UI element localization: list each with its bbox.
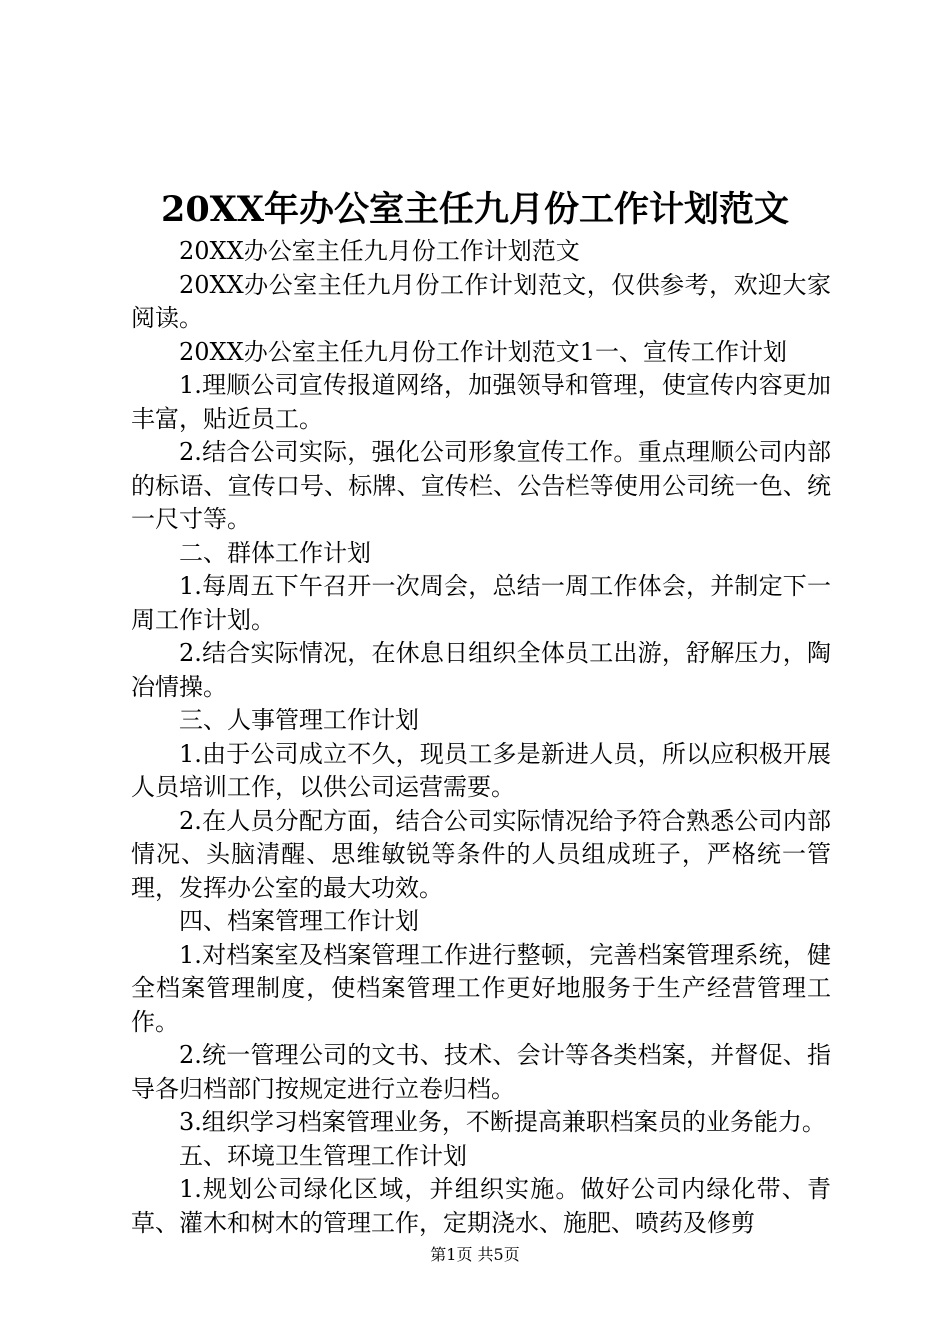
page-footer: 第1页 共5页 — [430, 1245, 520, 1264]
paragraph: 20XX办公室主任九月份工作计划范文1一、宣传工作计划 — [179, 337, 787, 366]
paragraph: 1.对档案室及档案管理工作进行整顿，完善档案管理系统，健全档案管理制度，使档案管理工作更好地服务于生产经营管理工作。 — [131, 940, 831, 1036]
paragraph: 1.理顺公司宣传报道网络，加强领导和管理，使宣传内容更加丰富，贴近员工。 — [131, 371, 831, 433]
paragraph: 1.由于公司成立不久，现员工多是新进人员，所以应积极开展人员培训工作，以供公司运营需要。 — [131, 739, 831, 801]
section-heading: 五、环境卫生管理工作计划 — [179, 1141, 467, 1170]
paragraph: 2.结合公司实际，强化公司形象宣传工作。重点理顺公司内部的标语、宣传口号、标牌、宣传栏、公告栏等使用公司统一色、统一尺寸等。 — [131, 438, 831, 533]
section-heading: 四、档案管理工作计划 — [179, 907, 419, 935]
paragraph: 2.结合实际情况，在休息日组织全体员工出游，舒解压力，陶冶情操。 — [131, 639, 831, 701]
paragraph: 1.规划公司绿化区域，并组织实施。做好公司内绿化带、青草、灌木和树木的管理工作，定期浇水、施肥、喷药及修剪 — [131, 1175, 831, 1237]
document-body — [131, 235, 831, 1240]
section-heading: 二、群体工作计划 — [179, 538, 371, 567]
paragraph: 20XX办公室主任九月份工作计划范文，仅供参考，欢迎大家阅读。 — [131, 270, 831, 332]
paragraph: 2.统一管理公司的文书、技术、会计等各类档案，并督促、指导各归档部门按规定进行立卷归档。 — [131, 1041, 831, 1103]
paragraph: 3.组织学习档案管理业务，不断提高兼职档案员的业务能力。 — [179, 1108, 826, 1136]
paragraph: 2.在人员分配方面，结合公司实际情况给予符合熟悉公司内部情况、头脑清醒、思维敏锐等条件的人员组成班子，严格统一管理，发挥办公室的最大功效。 — [131, 806, 831, 902]
section-heading: 三、人事管理工作计划 — [179, 706, 419, 734]
paragraph: 1.每周五下午召开一次周会，总结一周工作体会，并制定下一周工作计划。 — [131, 572, 831, 634]
document-title: 20XX年办公室主任九月份工作计划范文 — [160, 189, 790, 230]
paragraph: 20XX办公室主任九月份工作计划范文 — [179, 237, 580, 265]
